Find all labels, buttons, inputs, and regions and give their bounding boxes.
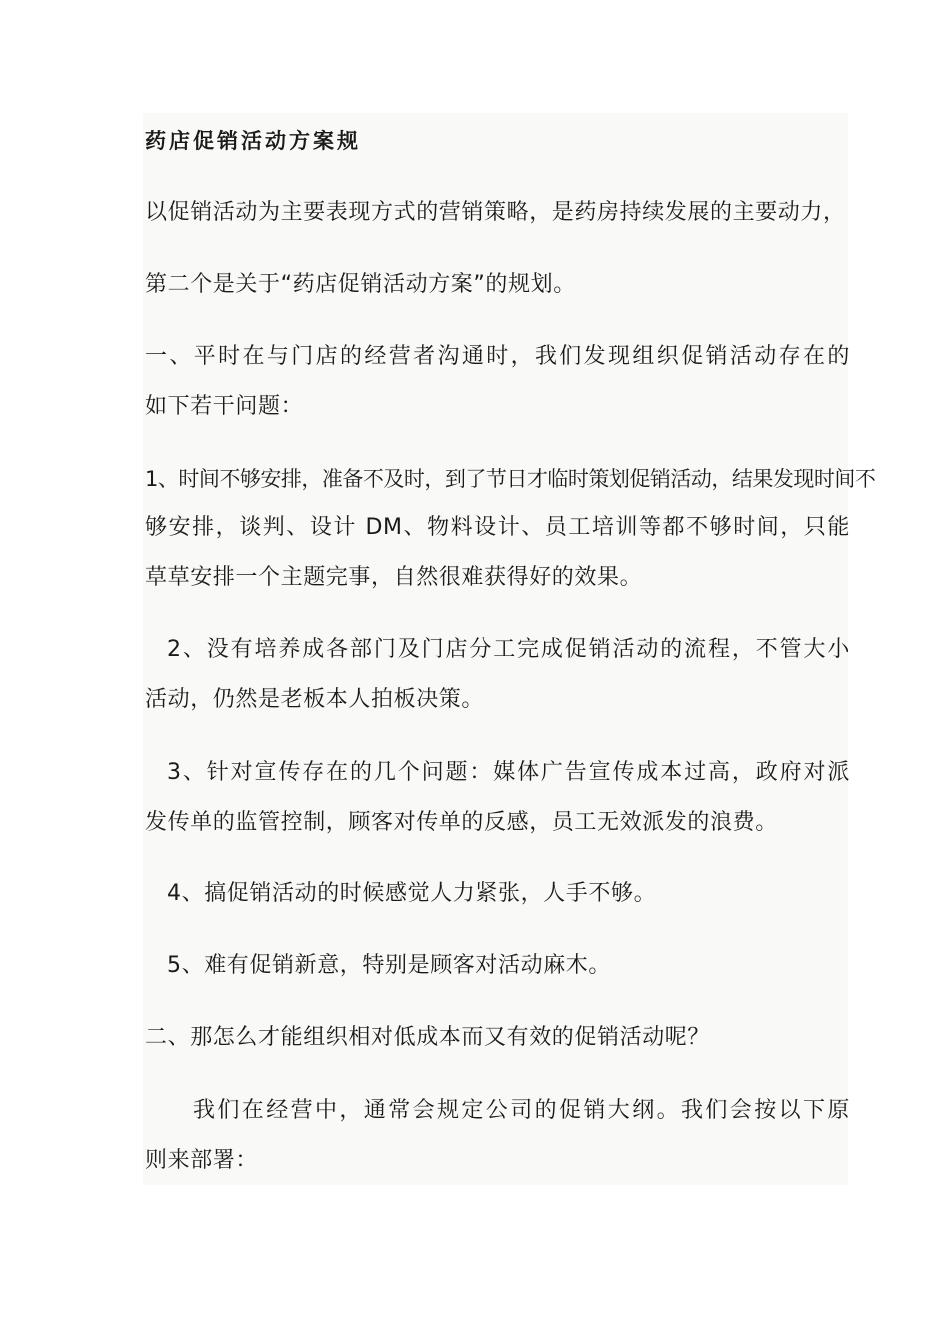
list-item-line: 1、时间不够安排，准备不及时，到了节日才临时策划促销活动，结果发现时间不 [145,467,876,491]
list-item-line: 3、针对宣传存在的几个问题：媒体广告宣传成本过高，政府对派 [167,760,850,785]
list-item-line: 5、难有促销新意，特别是顾客对活动麻木。 [167,953,611,978]
list-item-line: 草草安排一个主题完事，自然很难获得好的效果。 [145,565,643,590]
list-item-line: 4、搞促销活动的时候感觉人力紧张，人手不够。 [167,881,657,906]
list-item-line: 活动，仍然是老板本人拍板决策。 [145,687,485,712]
paragraph-line: 以促销活动为主要表现方式的营销策略，是药房持续发展的主要动力， [145,200,846,225]
paragraph-line: 第二个是关于“药店促销活动方案”的规划。 [145,272,576,297]
section-heading-line: 二、那怎么才能组织相对低成本而又有效的促销活动呢？ [145,1025,711,1050]
paragraph-line: 我们在经营中，通常会规定公司的促销大纲。我们会按以下原 [193,1098,850,1123]
section-heading-line: 一、平时在与门店的经营者沟通时，我们发现组织促销活动存在的 [145,344,850,369]
list-item-line: 2、没有培养成各部门及门店分工完成促销活动的流程，不管大小 [167,637,850,662]
document-title: 药店促销活动方案规 [145,129,361,153]
paragraph-line: 则来部署： [145,1148,259,1173]
section-heading-line: 如下若干问题： [145,394,304,419]
list-item-line: 发传单的监管控制，顾客对传单的反感，员工无效派发的浪费。 [145,810,778,835]
list-item-line: 够安排，谈判、设计 DM、物料设计、员工培训等都不够时间，只能 [145,515,850,540]
